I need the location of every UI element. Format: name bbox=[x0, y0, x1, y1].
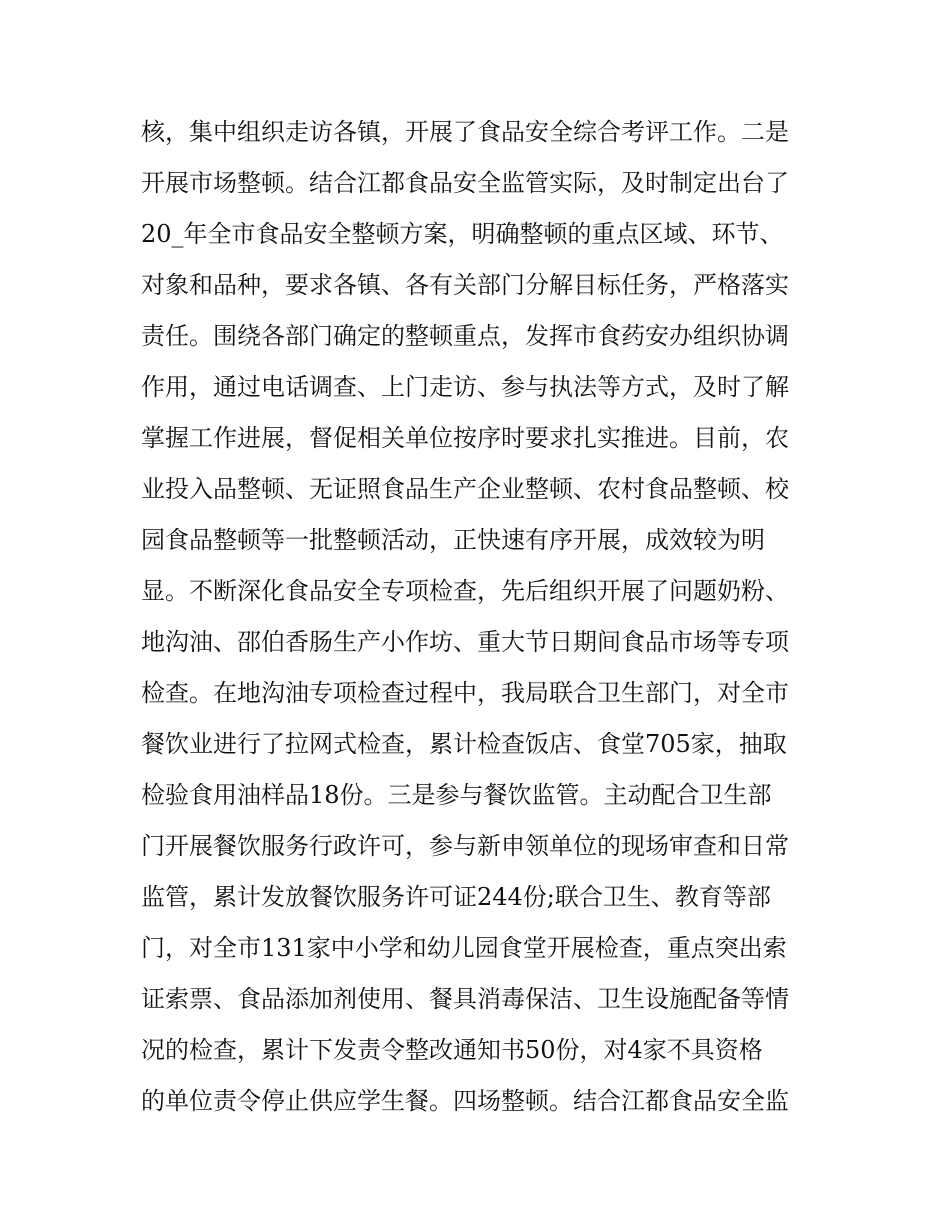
text-line: 作用，通过电话调查、上门走访、参与执法等方式，及时了解 bbox=[141, 373, 789, 401]
text-line: 20_年全市食品安全整顿方案，明确整顿的重点区域、环节、 bbox=[141, 220, 784, 248]
text-line: 责任。围绕各部门确定的整顿重点，发挥市食药安办组织协调 bbox=[141, 322, 789, 350]
text-line: 监管，累计发放餐饮服务许可证244份;联合卫生、教育等部 bbox=[141, 883, 771, 911]
text-line: 掌握工作进展，督促相关单位按序时要求扎实推进。目前，农 bbox=[141, 424, 789, 452]
text-line: 核，集中组织走访各镇，开展了食品安全综合考评工作。二是 bbox=[141, 118, 789, 146]
text-line: 地沟油、邵伯香肠生产小作坊、重大节日期间食品市场等专项 bbox=[141, 628, 789, 656]
text-line: 园食品整顿等一批整顿活动，正快速有序开展，成效较为明 bbox=[141, 526, 765, 554]
text-line: 证索票、食品添加剂使用、餐具消毒保洁、卫生设施配备等情 bbox=[141, 985, 789, 1013]
text-line: 门，对全市131家中小学和幼儿园食堂开展检查，重点突出索 bbox=[141, 934, 787, 962]
text-line: 开展市场整顿。结合江都食品安全监管实际，及时制定出台了 bbox=[141, 169, 789, 197]
text-line: 况的检查，累计下发责令整改通知书50份，对4家不具资格 bbox=[141, 1036, 763, 1064]
text-line: 显。不断深化食品安全专项检查，先后组织开展了问题奶粉、 bbox=[141, 577, 789, 605]
text-line: 对象和品种，要求各镇、各有关部门分解目标任务，严格落实 bbox=[141, 271, 789, 299]
text-line: 餐饮业进行了拉网式检查，累计检查饭店、食堂705家，抽取 bbox=[141, 730, 787, 758]
text-line: 门开展餐饮服务行政许可，参与新申领单位的现场审查和日常 bbox=[141, 832, 789, 860]
text-line: 检查。在地沟油专项检查过程中，我局联合卫生部门，对全市 bbox=[141, 679, 789, 707]
text-line: 的单位责令停止供应学生餐。四场整顿。结合江都食品安全监 bbox=[141, 1087, 789, 1115]
body-paragraph bbox=[141, 107, 821, 1127]
text-line: 检验食用油样品18份。三是参与餐饮监管。主动配合卫生部 bbox=[141, 781, 772, 809]
text-line: 业投入品整顿、无证照食品生产企业整顿、农村食品整顿、校 bbox=[141, 475, 789, 503]
